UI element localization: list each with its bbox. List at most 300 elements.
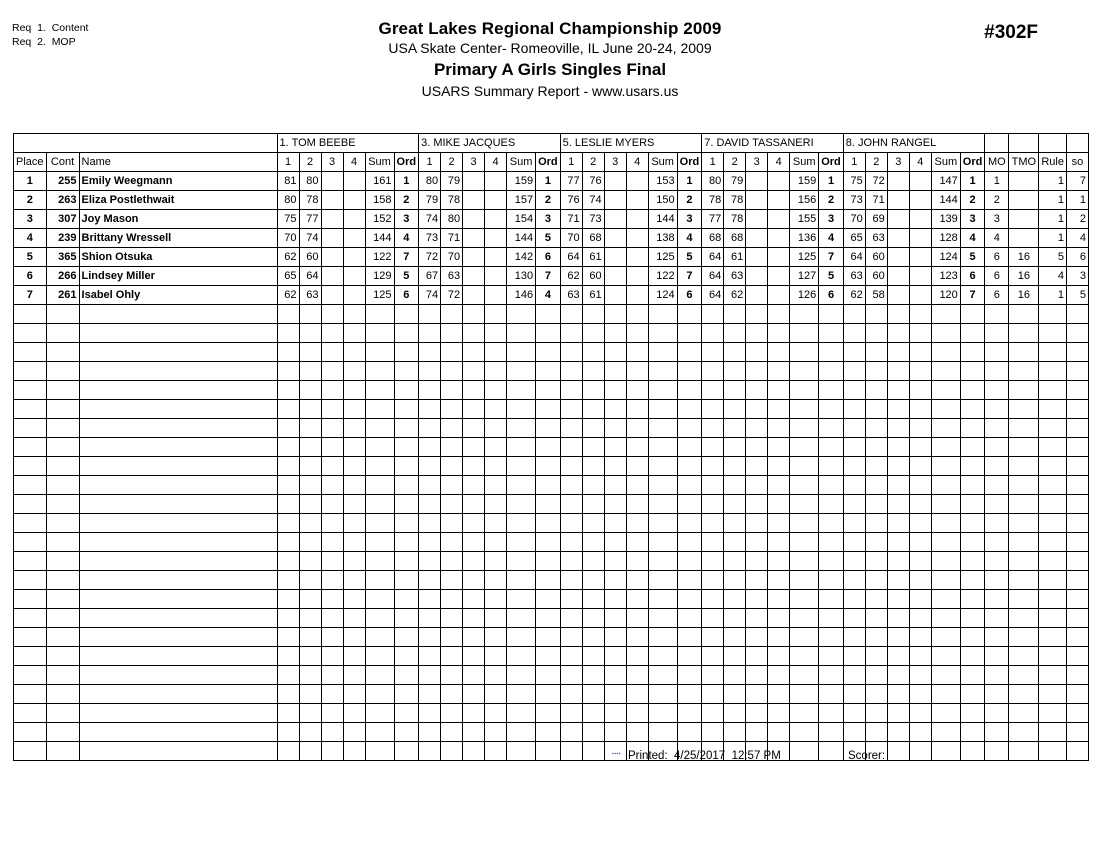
empty-cell	[702, 704, 724, 723]
empty-cell	[931, 723, 960, 742]
empty-cell	[819, 628, 844, 647]
document-number: #302F	[984, 22, 1038, 43]
table-row[interactable]	[14, 286, 1089, 305]
row-j4-ord: 5	[819, 267, 844, 286]
row-j2-score-3	[463, 229, 485, 248]
table-row[interactable]	[14, 191, 1089, 210]
empty-cell	[485, 324, 507, 343]
empty-cell	[536, 514, 561, 533]
table-row-empty[interactable]	[14, 476, 1089, 495]
row-j2-score-3	[463, 267, 485, 286]
table-row-empty[interactable]	[14, 324, 1089, 343]
empty-cell	[394, 609, 419, 628]
table-row-empty[interactable]	[14, 438, 1089, 457]
empty-cell	[887, 533, 909, 552]
empty-cell	[321, 381, 343, 400]
empty-cell	[536, 742, 561, 761]
empty-cell	[960, 723, 985, 742]
empty-cell	[1066, 343, 1088, 362]
report-subtitle: USARS Summary Report - www.usars.us	[421, 83, 679, 99]
row-place: 6	[14, 267, 47, 286]
row-j3-score-3	[604, 229, 626, 248]
row-skater-name: Isabel Ohly	[79, 286, 277, 305]
row-j4-sum: 136	[790, 229, 819, 248]
empty-cell	[702, 457, 724, 476]
empty-cell	[702, 495, 724, 514]
empty-cell	[1039, 647, 1067, 666]
empty-cell	[702, 324, 724, 343]
empty-cell	[1009, 362, 1039, 381]
row-j1-score-4	[343, 172, 365, 191]
table-row-empty[interactable]	[14, 685, 1089, 704]
empty-cell	[746, 400, 768, 419]
judge-row-tail-spacer-1	[1009, 134, 1039, 153]
table-row-empty[interactable]	[14, 628, 1089, 647]
row-j3-score-1: 77	[560, 172, 582, 191]
row-j1-score-3	[321, 267, 343, 286]
empty-cell	[843, 609, 865, 628]
column-header-row	[14, 153, 1089, 172]
empty-cell	[724, 628, 746, 647]
empty-cell	[441, 666, 463, 685]
row-j1-score-1: 80	[277, 191, 299, 210]
row-tmo: 16	[1009, 248, 1039, 267]
empty-cell	[768, 609, 790, 628]
empty-cell	[1066, 419, 1088, 438]
empty-cell	[626, 590, 648, 609]
table-row-empty[interactable]	[14, 552, 1089, 571]
empty-cell	[485, 362, 507, 381]
empty-cell	[441, 514, 463, 533]
empty-cell	[604, 685, 626, 704]
empty-cell	[746, 495, 768, 514]
empty-cell	[768, 628, 790, 647]
empty-cell	[79, 495, 277, 514]
empty-cell	[931, 419, 960, 438]
table-row-empty[interactable]	[14, 362, 1089, 381]
empty-cell	[536, 438, 561, 457]
empty-cell	[419, 476, 441, 495]
empty-cell	[46, 742, 79, 761]
empty-cell	[1039, 400, 1067, 419]
empty-cell	[746, 476, 768, 495]
empty-cell	[1066, 571, 1088, 590]
table-row-empty[interactable]	[14, 305, 1089, 324]
row-j1-score-4	[343, 248, 365, 267]
row-j2-ord: 2	[536, 191, 561, 210]
table-row[interactable]	[14, 267, 1089, 286]
empty-cell	[1066, 628, 1088, 647]
empty-cell	[394, 590, 419, 609]
empty-cell	[365, 324, 394, 343]
empty-cell	[463, 666, 485, 685]
empty-cell	[441, 305, 463, 324]
row-j2-score-3	[463, 210, 485, 229]
row-j3-ord: 1	[677, 172, 702, 191]
empty-cell	[626, 552, 648, 571]
row-j1-score-4	[343, 210, 365, 229]
empty-cell	[1066, 723, 1088, 742]
table-row-empty[interactable]	[14, 742, 1089, 761]
empty-cell	[1066, 704, 1088, 723]
empty-cell	[485, 742, 507, 761]
event-title: Primary A Girls Singles Final	[433, 60, 667, 79]
row-j2-ord: 4	[536, 286, 561, 305]
row-j1-score-3	[321, 191, 343, 210]
empty-cell	[985, 324, 1009, 343]
empty-cell	[931, 704, 960, 723]
empty-cell	[394, 571, 419, 590]
empty-cell	[648, 552, 677, 571]
row-j1-sum: 144	[365, 229, 394, 248]
empty-cell	[299, 628, 321, 647]
header-j2-ord: Ord	[536, 153, 561, 172]
empty-cell	[441, 438, 463, 457]
empty-cell	[843, 305, 865, 324]
empty-cell	[321, 495, 343, 514]
row-so: 7	[1066, 172, 1088, 191]
judge-name-3: 5. LESLIE MYERS	[560, 134, 702, 153]
empty-cell	[277, 533, 299, 552]
empty-cell	[865, 685, 887, 704]
empty-cell	[887, 742, 909, 761]
empty-cell	[648, 647, 677, 666]
row-rule: 1	[1039, 210, 1067, 229]
empty-cell	[909, 400, 931, 419]
empty-cell	[299, 457, 321, 476]
empty-cell	[909, 438, 931, 457]
empty-cell	[985, 647, 1009, 666]
empty-cell	[887, 514, 909, 533]
empty-cell	[1039, 419, 1067, 438]
empty-cell	[931, 457, 960, 476]
empty-cell	[931, 495, 960, 514]
empty-cell	[909, 495, 931, 514]
empty-cell	[321, 362, 343, 381]
empty-cell	[746, 666, 768, 685]
empty-cell	[887, 419, 909, 438]
row-j4-sum: 155	[790, 210, 819, 229]
table-row-empty[interactable]	[14, 647, 1089, 666]
empty-cell	[394, 343, 419, 362]
table-row-empty[interactable]	[14, 457, 1089, 476]
empty-cell	[960, 438, 985, 457]
empty-cell	[365, 381, 394, 400]
empty-cell	[536, 324, 561, 343]
empty-cell	[394, 457, 419, 476]
table-row-empty[interactable]	[14, 590, 1089, 609]
empty-cell	[536, 552, 561, 571]
empty-cell	[277, 419, 299, 438]
empty-cell	[626, 514, 648, 533]
empty-cell	[790, 647, 819, 666]
empty-cell	[724, 533, 746, 552]
row-mo: 1	[985, 172, 1009, 191]
empty-cell	[394, 305, 419, 324]
row-j5-score-4	[909, 229, 931, 248]
empty-cell	[677, 571, 702, 590]
empty-cell	[365, 571, 394, 590]
row-j4-score-4	[768, 191, 790, 210]
row-j5-score-3	[887, 210, 909, 229]
table-row-empty[interactable]	[14, 666, 1089, 685]
empty-cell	[819, 685, 844, 704]
row-j3-score-1: 76	[560, 191, 582, 210]
empty-cell	[960, 457, 985, 476]
table-row-empty[interactable]	[14, 514, 1089, 533]
row-j5-score-3	[887, 229, 909, 248]
empty-cell	[909, 609, 931, 628]
row-j1-sum: 152	[365, 210, 394, 229]
row-j4-score-3	[746, 191, 768, 210]
empty-cell	[394, 704, 419, 723]
empty-cell	[768, 495, 790, 514]
empty-cell	[909, 685, 931, 704]
empty-cell	[604, 324, 626, 343]
empty-cell	[677, 305, 702, 324]
empty-cell	[507, 628, 536, 647]
header-j1-3: 3	[321, 153, 343, 172]
empty-cell	[819, 457, 844, 476]
row-j1-score-1: 62	[277, 248, 299, 267]
empty-cell	[790, 514, 819, 533]
row-j1-score-4	[343, 229, 365, 248]
row-j4-ord: 6	[819, 286, 844, 305]
empty-cell	[985, 343, 1009, 362]
empty-cell	[79, 400, 277, 419]
empty-cell	[1009, 685, 1039, 704]
row-j3-score-2: 60	[582, 267, 604, 286]
row-j1-score-1: 62	[277, 286, 299, 305]
empty-cell	[560, 419, 582, 438]
empty-cell	[365, 495, 394, 514]
table-row-empty[interactable]	[14, 704, 1089, 723]
row-j4-score-1: 64	[702, 248, 724, 267]
empty-cell	[582, 742, 604, 761]
empty-cell	[79, 533, 277, 552]
empty-cell	[419, 628, 441, 647]
empty-cell	[79, 628, 277, 647]
empty-cell	[865, 457, 887, 476]
empty-cell	[321, 457, 343, 476]
empty-cell	[582, 419, 604, 438]
row-j4-ord: 2	[819, 191, 844, 210]
empty-cell	[865, 590, 887, 609]
row-skater-name: Joy Mason	[79, 210, 277, 229]
empty-cell	[931, 438, 960, 457]
row-so: 6	[1066, 248, 1088, 267]
table-row-empty[interactable]	[14, 495, 1089, 514]
empty-cell	[648, 723, 677, 742]
empty-cell	[985, 685, 1009, 704]
empty-cell	[746, 723, 768, 742]
row-j1-score-3	[321, 210, 343, 229]
empty-cell	[790, 324, 819, 343]
judge-row-tail-spacer-3	[1066, 134, 1088, 153]
header-so: so	[1066, 153, 1088, 172]
empty-cell	[582, 305, 604, 324]
empty-cell	[343, 704, 365, 723]
empty-cell	[931, 514, 960, 533]
empty-cell	[931, 590, 960, 609]
empty-cell	[604, 590, 626, 609]
table-row[interactable]	[14, 248, 1089, 267]
empty-cell	[365, 419, 394, 438]
empty-cell	[507, 704, 536, 723]
empty-cell	[909, 457, 931, 476]
table-row-empty[interactable]	[14, 400, 1089, 419]
row-contestant-number: 255	[46, 172, 79, 191]
empty-cell	[819, 704, 844, 723]
empty-cell	[343, 609, 365, 628]
header-j5-sum: Sum	[931, 153, 960, 172]
empty-cell	[394, 628, 419, 647]
empty-cell	[79, 742, 277, 761]
table-row-empty[interactable]	[14, 381, 1089, 400]
table-row-empty[interactable]	[14, 609, 1089, 628]
empty-cell	[909, 590, 931, 609]
empty-cell	[560, 704, 582, 723]
empty-cell	[746, 438, 768, 457]
table-row-empty[interactable]	[14, 419, 1089, 438]
table-row[interactable]	[14, 172, 1089, 191]
row-j4-score-1: 68	[702, 229, 724, 248]
empty-cell	[582, 552, 604, 571]
empty-cell	[394, 723, 419, 742]
empty-cell	[321, 514, 343, 533]
empty-cell	[14, 400, 47, 419]
empty-cell	[507, 495, 536, 514]
empty-cell	[277, 305, 299, 324]
empty-cell	[394, 419, 419, 438]
header-j3-1: 1	[560, 153, 582, 172]
empty-cell	[441, 381, 463, 400]
empty-cell	[1009, 571, 1039, 590]
empty-cell	[485, 305, 507, 324]
table-row[interactable]	[14, 229, 1089, 248]
empty-cell	[536, 723, 561, 742]
empty-cell	[960, 419, 985, 438]
empty-cell	[419, 324, 441, 343]
empty-cell	[819, 514, 844, 533]
table-row[interactable]	[14, 210, 1089, 229]
empty-cell	[299, 723, 321, 742]
empty-cell	[746, 533, 768, 552]
empty-cell	[960, 514, 985, 533]
table-row-empty[interactable]	[14, 723, 1089, 742]
empty-cell	[931, 742, 960, 761]
empty-cell	[14, 362, 47, 381]
judge-name-4: 7. DAVID TASSANERI	[702, 134, 844, 153]
empty-cell	[419, 533, 441, 552]
header-place: Place	[14, 153, 47, 172]
table-row-empty[interactable]	[14, 571, 1089, 590]
empty-cell	[843, 533, 865, 552]
empty-cell	[626, 400, 648, 419]
empty-cell	[931, 476, 960, 495]
row-j1-ord: 4	[394, 229, 419, 248]
empty-cell	[819, 419, 844, 438]
empty-cell	[14, 647, 47, 666]
empty-cell	[677, 609, 702, 628]
empty-cell	[343, 362, 365, 381]
empty-cell	[648, 685, 677, 704]
empty-cell	[887, 647, 909, 666]
empty-cell	[46, 343, 79, 362]
empty-cell	[277, 666, 299, 685]
row-j3-ord: 6	[677, 286, 702, 305]
empty-cell	[441, 343, 463, 362]
empty-cell	[887, 476, 909, 495]
empty-cell	[14, 343, 47, 362]
empty-cell	[724, 704, 746, 723]
row-j3-score-3	[604, 286, 626, 305]
empty-cell	[887, 381, 909, 400]
row-j4-score-3	[746, 248, 768, 267]
row-j4-ord: 7	[819, 248, 844, 267]
empty-cell	[1009, 438, 1039, 457]
empty-cell	[626, 723, 648, 742]
empty-cell	[463, 704, 485, 723]
row-j5-ord: 2	[960, 191, 985, 210]
row-j2-ord: 3	[536, 210, 561, 229]
empty-cell	[985, 742, 1009, 761]
empty-cell	[507, 400, 536, 419]
empty-cell	[768, 476, 790, 495]
empty-cell	[909, 476, 931, 495]
empty-cell	[1066, 438, 1088, 457]
row-j5-sum: 123	[931, 267, 960, 286]
empty-cell	[768, 419, 790, 438]
empty-cell	[626, 381, 648, 400]
empty-cell	[343, 533, 365, 552]
empty-cell	[536, 476, 561, 495]
empty-cell	[536, 400, 561, 419]
empty-cell	[299, 514, 321, 533]
empty-cell	[536, 628, 561, 647]
empty-cell	[843, 400, 865, 419]
row-j1-ord: 2	[394, 191, 419, 210]
row-j4-score-2: 62	[724, 286, 746, 305]
empty-cell	[365, 438, 394, 457]
row-j5-score-3	[887, 172, 909, 191]
empty-cell	[865, 571, 887, 590]
empty-cell	[702, 419, 724, 438]
empty-cell	[441, 457, 463, 476]
row-j5-score-4	[909, 172, 931, 191]
empty-cell	[960, 704, 985, 723]
empty-cell	[441, 476, 463, 495]
empty-cell	[582, 495, 604, 514]
empty-cell	[463, 552, 485, 571]
row-j3-ord: 7	[677, 267, 702, 286]
table-row-empty[interactable]	[14, 343, 1089, 362]
empty-cell	[560, 343, 582, 362]
empty-cell	[343, 647, 365, 666]
row-tmo: 16	[1009, 267, 1039, 286]
row-j3-score-2: 73	[582, 210, 604, 229]
empty-cell	[985, 419, 1009, 438]
empty-cell	[931, 628, 960, 647]
empty-cell	[768, 552, 790, 571]
empty-cell	[819, 609, 844, 628]
empty-cell	[865, 628, 887, 647]
empty-cell	[768, 457, 790, 476]
table-row-empty[interactable]	[14, 533, 1089, 552]
empty-cell	[1009, 381, 1039, 400]
empty-cell	[419, 419, 441, 438]
empty-cell	[582, 704, 604, 723]
